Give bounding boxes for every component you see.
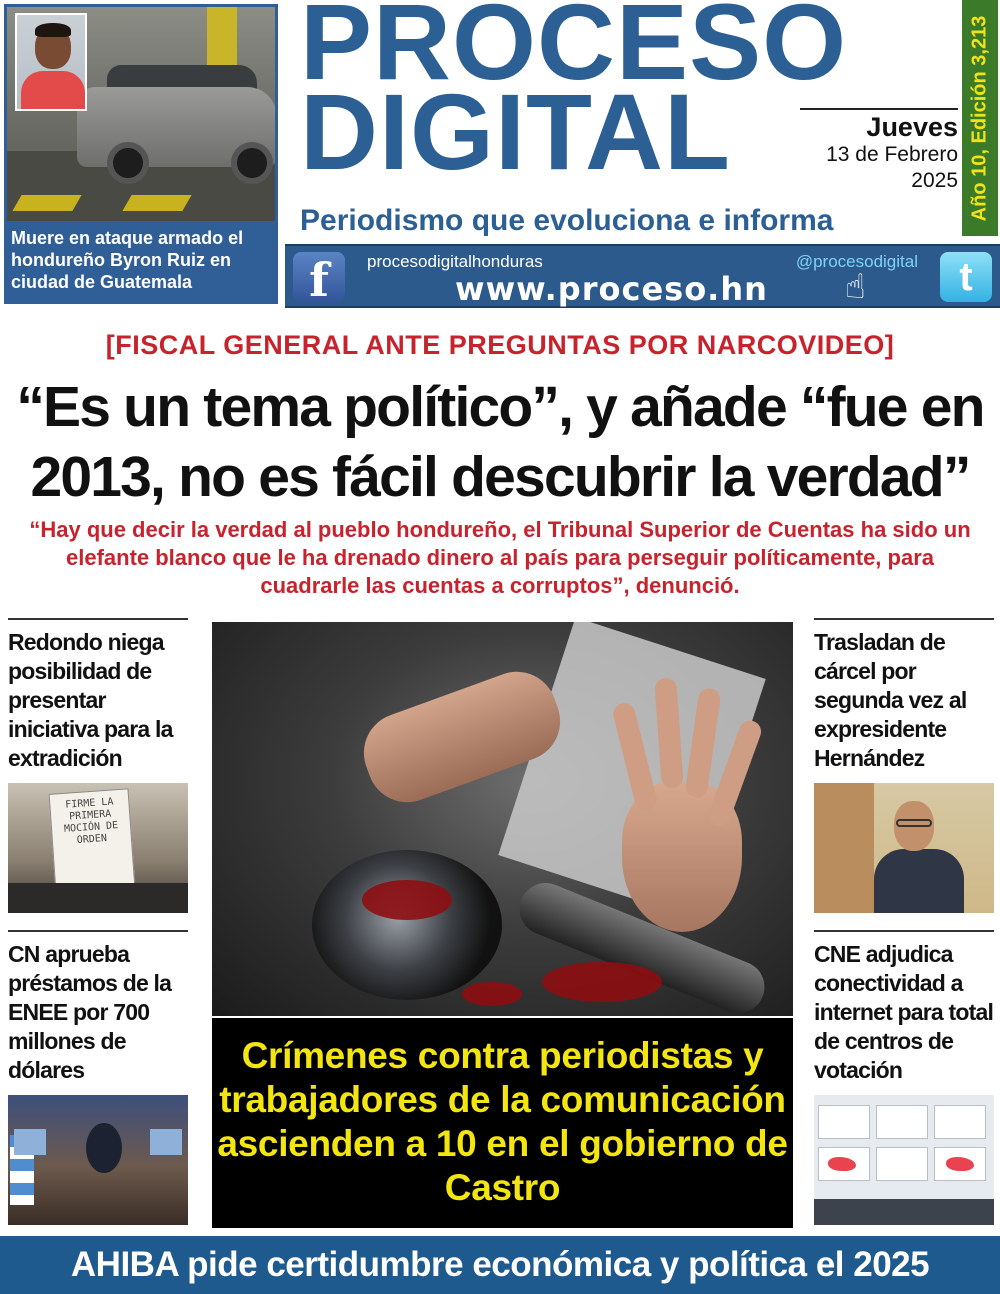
photo-blood [542,962,662,1002]
monitor-panel [934,1105,986,1139]
left-story-2[interactable] [8,930,188,1225]
website-link[interactable]: www.proceso.hn [455,270,768,308]
right-story-1-photo [814,783,994,913]
right-story-2-title: CNE adjudica conectividad a internet para total de centros de votación [814,941,994,1083]
protest-sign: FIRME LA PRIMERA MOCIÓN DE ORDEN [49,788,136,893]
center-caption[interactable]: Crímenes contra periodistas y trabajadores de la comunicación ascienden a 10 en el gobierno de Castro [212,1018,793,1228]
masthead-slogan: Periodismo que evoluciona e informa [300,204,834,237]
sketch-glasses [896,819,932,827]
date-weekday: Jueves [800,108,958,142]
photo-blood [362,880,452,920]
social-bar [285,244,1000,308]
right-story-1-title: Trasladan de cárcel por segunda vez al expresidente Hernández [814,629,967,771]
logo-line-digital: DIGITAL [300,71,731,192]
portrait-shirt [21,71,85,111]
photo-camera-lens [312,850,502,1000]
photo-blood [462,982,522,1006]
right-story-2[interactable] [814,930,994,1225]
control-desk [814,1199,994,1225]
floor-stripe [122,195,191,211]
right-story-2-photo [814,1095,994,1225]
suv-wheel [231,142,273,184]
monitor-panel [818,1105,870,1139]
main-deck: “Hay que decir la verdad al pueblo hondureño, el Tribunal Superior de Cuentas ha sido un elefante blanco que le ha drenado dinero al país para perseguir políticamente, para cuadrarle las cuentas a corruptos”, denunció. [29,517,971,598]
left-story-2-title: CN aprueba préstamos de la ENEE por 700 millones de dólares [8,941,172,1083]
suv-wheel [107,142,149,184]
left-story-1-title: Redondo niega posibilidad de presentar iniciativa para la extradición [8,629,173,771]
main-kicker: [FISCAL GENERAL ANTE PREGUNTAS POR NARCOVIDEO] [105,330,895,360]
bottom-banner[interactable]: AHIBA pide certidumbre económica y política el 2025 [0,1236,1000,1294]
sketch-wall [814,783,874,913]
date-year: 2025 [911,169,958,192]
center-photo[interactable] [212,622,793,1016]
map-shape [828,1157,856,1171]
right-story-1[interactable] [814,618,994,913]
protest-crowd [8,883,188,913]
map-shape [946,1157,974,1171]
hand-pointer-icon: ☝ [845,268,866,306]
teaser-caption: Muere en ataque armado el hondureño Byron Ruiz en ciudad de Guatemala [11,228,244,292]
main-headline[interactable]: “Es un tema político”, y añade “fue en 2013, no es fácil descubrir la verdad” [16,375,984,509]
edition-label: Año 10, Edición 3,213 [968,15,991,221]
date-box [800,108,958,194]
facebook-handle[interactable]: procesodigitalhonduras [367,252,543,271]
logo-line-proceso: PROCESO [300,0,848,102]
chamber-seal [86,1123,122,1173]
teaser-photo [7,7,275,221]
twitter-icon[interactable]: t [940,252,992,302]
chamber-screen [150,1129,182,1155]
left-story-2-photo [8,1095,188,1225]
chamber-screen [14,1129,46,1155]
edition-bar [962,0,998,236]
left-story-1-photo [8,783,188,913]
left-story-1[interactable] [8,618,188,913]
floor-stripe [12,195,81,211]
date-day-month: 13 de Febrero [826,143,958,166]
twitter-handle[interactable]: @procesodigital [795,252,918,271]
portrait-hair [35,23,71,37]
monitor-panel [876,1147,928,1181]
portrait-inset [15,13,87,111]
monitor-panel [876,1105,928,1139]
sketch-suit [874,849,964,913]
top-teaser[interactable] [4,4,278,304]
facebook-icon[interactable]: f [293,252,345,302]
